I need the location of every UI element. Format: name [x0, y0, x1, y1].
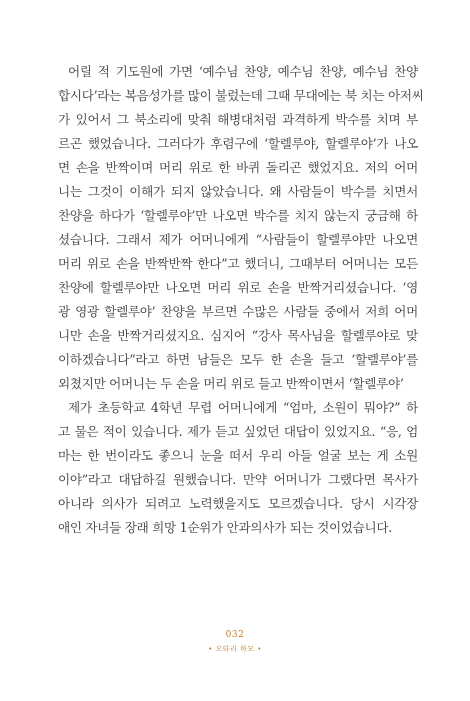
text-line: 면 손을 반짝이며 머리 위로 한 바퀴 돌리곤 했었지요. 저의 어머: [58, 160, 418, 175]
text-line: 외쳤지만 어머니는 두 손을 머리 위로 들고 반짝이면서 ‘할렐루야’: [58, 376, 404, 391]
text-line: 합시다’라는 복음성가를 많이 불렀는데 그때 무대에는 북 치는 아저씨: [58, 88, 424, 103]
text-line: 니는 그것이 이해가 되지 않았습니다. 왜 사람들이 박수를 치면서: [58, 184, 418, 199]
running-title: • 오타리 하모 •: [208, 645, 262, 653]
text-line: 찬양을 하다가 ‘할렐루야’만 나오면 박수를 치지 않는지 궁금해 하: [58, 208, 418, 223]
body-text: [58, 60, 424, 540]
text-line: 가 있어서 그 북소리에 맞춰 해병대처럼 과격하게 박수를 치며 부: [58, 112, 418, 127]
text-line: 이하겠습니다”라고 하면 남들은 모두 한 손을 들고 ‘할렐루야’를: [58, 352, 418, 367]
text-line: 셨습니다. 그래서 제가 어머니에게 “사람들이 할렐루야만 나오면: [58, 232, 418, 247]
text-line: 고 물은 적이 있습니다. 제가 듣고 싶었던 대답이 있었지요. “응, 엄: [58, 424, 418, 439]
text-line: 이야”라고 대답하길 원했습니다. 만약 어머니가 그랬다면 목사가: [58, 472, 418, 487]
text-line: 니만 손을 반짝거리셨지요. 심지어 “강사 목사님을 할렐루야로 맞: [58, 328, 418, 343]
text-line: 어릴 적 기도원에 가면 ‘예수님 찬양, 예수님 찬양, 예수님 찬양: [68, 64, 418, 79]
text-line: 광 영광 할렐루야’ 찬양을 부르면 수많은 사람들 중에서 저희 어머: [58, 304, 418, 319]
text-line: 찬양에 할렐루야만 나오면 머리 위로 손을 반짝거리셨습니다. ‘영: [58, 280, 418, 295]
paragraph-1: [58, 60, 424, 396]
paragraph-2: [58, 396, 418, 540]
text-line: 머리 위로 손을 반짝반짝 한다”고 했더니, 그때부터 어머니는 모든: [58, 256, 418, 271]
page-number: 032: [225, 630, 245, 640]
text-line: 애인 자녀들 장래 희망 1순위가 안과의사가 되는 것이었습니다.: [58, 520, 392, 535]
text-line: 르곤 했었습니다. 그러다가 후렴구에 ‘할렐루야, 할렐루야’가 나오: [58, 136, 418, 151]
text-line: 마는 한 번이라도 좋으니 눈을 떠서 우리 아들 얼굴 보는 게 소원: [58, 448, 418, 463]
text-line: 아니라 의사가 되려고 노력했을지도 모르겠습니다. 당시 시각장: [58, 496, 418, 511]
text-line: 제가 초등학교 4학년 무렵 어머니에게 “엄마, 소원이 뭐야?” 하: [68, 400, 418, 415]
